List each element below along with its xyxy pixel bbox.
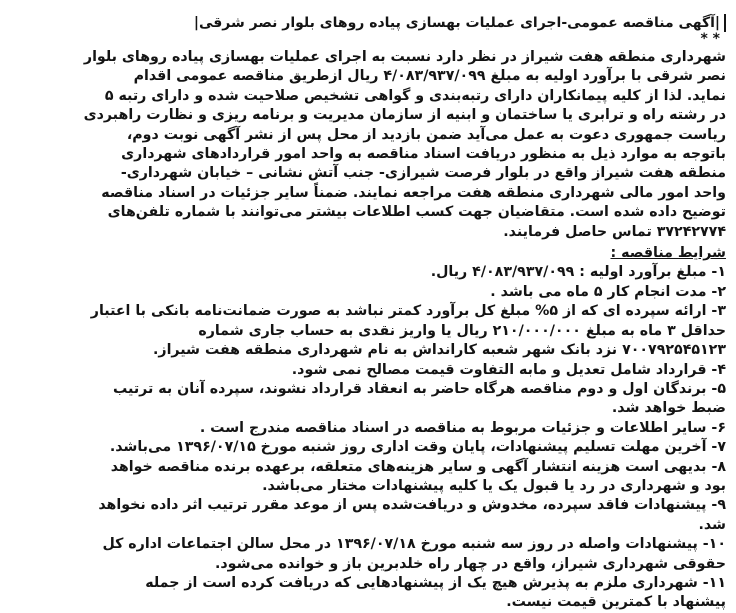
condition-line: ۸- بدیهی است هزینه انتشار آگهی و سایر هزینه‌های متعلقه، برعهده برنده مناقصه خواهد: [110, 458, 726, 475]
notice-title: |آگهی مناقصه عمومی-اجرای عملیات بهسازی پیاده روهای بلوار نصر شرقی|: [194, 14, 726, 32]
condition-line: ۳- ارائه سپرده ای که از ۵% مبلغ کل برآورد کمتر نباشد به صورت ضمانت‌نامه بانکی با اعتبار: [90, 303, 726, 320]
notice-title-row: [10, 12, 726, 32]
conditions-list: [10, 263, 726, 612]
condition-line: ۱- مبلغ برآورد اولیه : ۴/۰۸۳/۹۳۷/۰۹۹ ریال.: [430, 264, 726, 281]
intro-line: منطقه هفت شیراز واقع در بلوار فرصت شیرازی- جنب آتش نشانی – خیابان شهرداری-: [120, 165, 726, 182]
condition-line: ۱۰- پیشنهادات واصله در روز سه شنبه مورخ ۱۳۹۶/۰۷/۱۸ در محل سالن اجتماعات اداره کل: [102, 536, 726, 553]
intro-line: توضیح داده شده است. متقاضیان جهت کسب اطلاعات بیشتر می‌توانند با شماره تلفن‌های: [107, 204, 726, 221]
intro-line: واحد امور مالی شهرداری منطقه هفت مراجعه نمایند. ضمناً سایر جزئیات در اسناد مناقصه: [101, 184, 726, 201]
condition-line: ۱۱- شهرداری ملزم به پذیرش هیچ یک از پیشنهادهایی که دریافت کرده است از جمله: [145, 574, 726, 591]
condition-line: ۷۰۰۷۹۲۵۴۵۱۲۳ نزد بانک شهر شعبه کارانداش به نام شهرداری منطقه هفت شیراز.: [153, 342, 726, 359]
condition-line: بود و شهرداری در رد یا قبول یک یا کلیه پیشنهادات مختار می‌باشد.: [262, 477, 726, 494]
title-stars: * *: [700, 31, 720, 47]
condition-line: حداقل ۳ ماه به مبلغ ۲۱۰/۰۰۰/۰۰۰ ریال یا واریز نقدی به حساب جاری شماره: [198, 322, 726, 339]
condition-line: ضبط خواهد شد.: [611, 400, 726, 417]
condition-line: شد.: [698, 516, 726, 533]
conditions-heading-row: [10, 242, 726, 263]
intro-line: شهرداری منطقه هفت شیراز در نظر دارد نسبت به اجرای عملیات بهسازی پیاده روهای بلوار: [83, 49, 726, 65]
condition-line: ۵- برندگان اول و دوم مناقصه هرگاه حاضر به انعقاد قرارداد نشوند، سپرده آنان به ترتیب: [113, 380, 726, 397]
condition-line: ۷- آخرین مهلت تسلیم پیشنهادات، پایان وقت اداری روز شنبه مورخ ۱۳۹۶/۰۷/۱۵ می‌باشد.: [109, 439, 726, 456]
intro-line: ریاست جمهوری دعوت به عمل می‌آید ضمن بازدید از محل پس از نشر آگهی نوبت دوم،: [126, 126, 726, 143]
condition-line: ۹- پیشنهادات فاقد سپرده، مخدوش و دریافت‌شده پس از موعد مقرر ترتیب اثر داده نخواهد: [98, 497, 726, 514]
intro-line: باتوجه به موارد ذیل به منظور دریافت اسناد مناقصه به واحد امور قراردادهای شهرداری: [121, 146, 726, 163]
condition-line: حقوقی شهرداری شیراز، واقع در چهار راه خلدبرین باز و خوانده می‌شود.: [215, 555, 726, 572]
intro-line: در رشته راه و ترابری یا ساختمان و ابنیه از سازمان مدیریت و برنامه ریزی و نظارت راهبردی: [83, 107, 726, 124]
intro-line: نصر شرقی با برآورد اولیه به مبلغ ۴/۰۸۳/۹۳۷/۰۹۹ ریال ازطریق مناقصه عمومی اقدام: [133, 68, 726, 85]
conditions-heading: شرایط مناقصه :: [610, 245, 726, 262]
condition-line: ۴- قرارداد شامل تعدیل و مابه التفاوت قیمت مصالح نمی شود.: [291, 361, 726, 378]
intro-paragraph: [10, 48, 726, 242]
condition-line: پیشنهاد با کمترین قیمت نیست.: [506, 594, 726, 611]
intro-line: ۳۷۲۴۲۷۷۴ تماس حاصل فرمایند.: [503, 223, 726, 240]
intro-line: نماید. لذا از کلیه پیمانکاران دارای رتبه‌بندی و گواهی تشخیص صلاحیت شده و دارای رتبه ۵: [104, 87, 726, 104]
condition-line: ۲- مدت انجام کار ۵ ماه می باشد .: [490, 283, 726, 300]
condition-line: ۶- سایر اطلاعات و جزئیات مربوط به مناقصه در اسناد مناقصه مندرج است .: [199, 419, 726, 436]
